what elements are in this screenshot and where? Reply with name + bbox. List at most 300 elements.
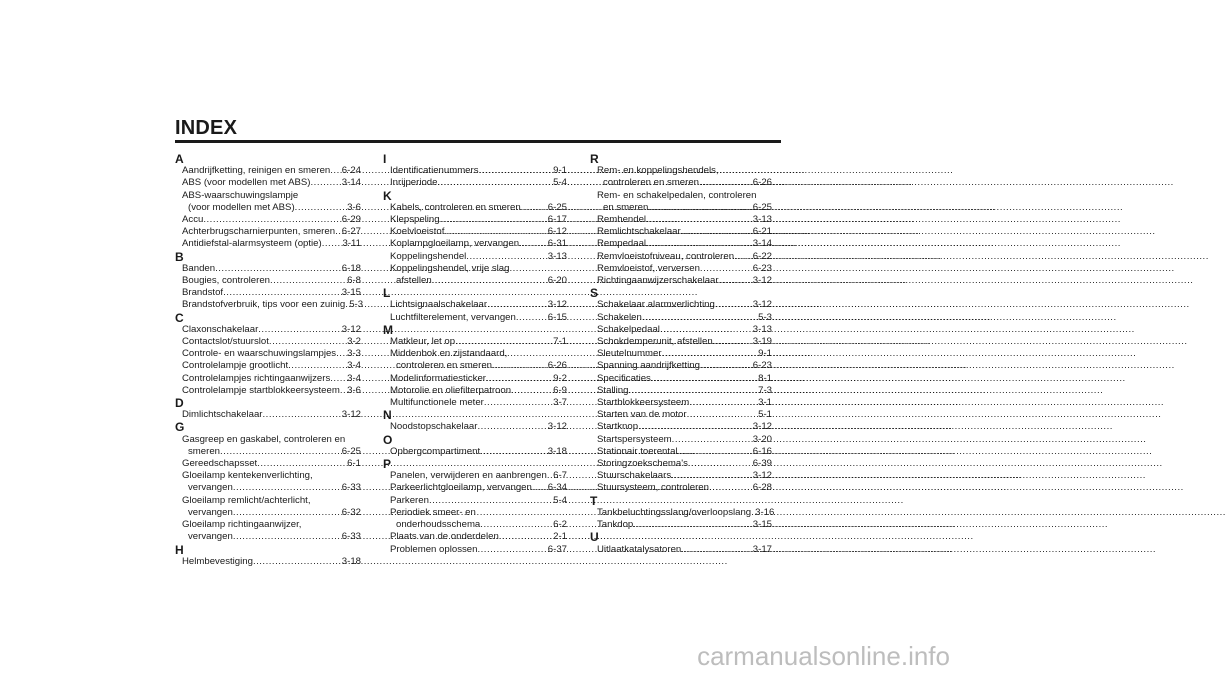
index-entry-row	[597, 263, 772, 275]
title-rule	[175, 140, 781, 143]
index-entry-page: 6-22	[752, 250, 772, 262]
dot-leader	[270, 275, 347, 287]
index-entry-row	[597, 482, 772, 494]
index-entry	[175, 348, 361, 360]
index-entry-row	[182, 324, 361, 336]
index-entry-row	[182, 238, 361, 250]
index-entry	[590, 263, 772, 275]
dot-leader	[713, 336, 753, 348]
dot-leader	[335, 226, 342, 238]
index-entry	[383, 495, 567, 507]
index-column-2	[383, 153, 567, 556]
dot-leader	[633, 519, 753, 531]
index-column-1	[175, 152, 364, 568]
index-entry	[383, 482, 567, 494]
index-entry-row	[597, 373, 772, 385]
index-entry-row	[597, 251, 772, 263]
index-entry-label: Remvloeistof, verversen	[597, 262, 700, 274]
index-entry-page: 3-18	[547, 445, 567, 457]
index-entry-label: Koppelingshendel	[390, 250, 467, 262]
index-entry-page: 6-9	[553, 384, 567, 396]
dot-leader	[687, 409, 759, 421]
index-entry-row	[597, 312, 772, 324]
index-entry	[590, 385, 772, 397]
index-entry-label: Klepspeling	[390, 214, 440, 226]
index-entry	[175, 519, 361, 543]
dot-leader	[516, 312, 548, 324]
index-entry-page: 3-2	[347, 336, 361, 348]
index-entry	[175, 373, 361, 385]
index-entry-label: Panelen, verwijderen en aanbrengen	[390, 470, 547, 482]
index-letter-heading: O	[383, 432, 393, 447]
index-entry-label: (voor modellen met ABS)	[188, 201, 295, 213]
index-entry	[590, 446, 772, 458]
index-entry	[590, 397, 772, 409]
dot-leader	[628, 385, 758, 397]
index-entry-label: Schakelaar alarmverlichting	[597, 299, 715, 311]
index-letter-heading: C	[175, 310, 184, 325]
index-entry	[590, 226, 772, 238]
index-entry-label: Tankbeluchtingsslang/overloopslang	[597, 506, 752, 518]
index-entry-page: 5-3	[349, 299, 364, 311]
index-entry-label: Noodstopschakelaar	[390, 421, 478, 433]
index-entry-page: 6-12	[547, 226, 567, 238]
index-entry-row	[597, 177, 772, 189]
index-entry	[175, 177, 361, 189]
dot-leader	[233, 507, 342, 519]
index-entry-page: 5-1	[758, 409, 772, 421]
index-entry-row	[390, 421, 567, 433]
index-entry-page: 6-21	[752, 226, 772, 238]
index-entry-page: 3-15	[752, 519, 772, 531]
index-entry-label: Koplampgloeilamp, vervangen	[390, 238, 520, 250]
index-entry-row	[182, 507, 361, 519]
index-entry-page: 6-24	[341, 165, 361, 177]
dot-leader	[699, 177, 753, 189]
index-entry-row	[182, 275, 361, 287]
index-entry-row	[597, 202, 772, 214]
index-entry-label: vervangen	[188, 506, 233, 518]
index-entry-label: Accu	[182, 214, 204, 226]
index-entry	[383, 299, 567, 311]
index-entry-row	[390, 177, 567, 189]
dot-leader	[269, 336, 347, 348]
index-entry	[175, 190, 361, 214]
index-entry-page: 5-4	[553, 494, 567, 506]
index-entry	[383, 470, 567, 482]
index-entry	[590, 544, 772, 556]
dot-leader	[511, 385, 553, 397]
index-letter-heading: K	[383, 188, 392, 203]
index-entry-row	[182, 226, 361, 238]
index-entry	[175, 165, 361, 177]
index-entry	[383, 507, 567, 531]
index-entry-row	[597, 470, 772, 482]
index-entry-label: Helmbevestiging	[182, 555, 253, 567]
dot-leader	[477, 544, 547, 556]
index-entry-row	[390, 360, 567, 372]
dot-leader	[223, 287, 342, 299]
index-entry-page: 3-4	[347, 372, 361, 384]
index-entry	[383, 531, 567, 543]
index-entry-row	[597, 348, 772, 360]
dot-leader	[322, 238, 343, 250]
index-entry-row	[182, 299, 364, 311]
index-entry-label: ABS (voor modellen met ABS)	[182, 177, 311, 189]
index-entry	[383, 238, 567, 250]
dot-leader	[336, 348, 347, 360]
index-entry-row	[597, 275, 772, 287]
index-entry	[590, 348, 772, 360]
dot-leader	[678, 446, 753, 458]
dot-leader	[480, 446, 548, 458]
index-entry-page: 6-15	[547, 311, 567, 323]
index-entry	[590, 470, 772, 482]
dot-leader	[681, 544, 753, 556]
dot-leader	[521, 202, 548, 214]
dot-leader	[487, 299, 548, 311]
dot-leader	[479, 165, 554, 177]
index-entry-page: 6-25	[752, 201, 772, 213]
index-entry-row	[182, 263, 361, 275]
dot-leader	[672, 434, 753, 446]
index-entry-label: Parkeerlichtgloeilamp, vervangen	[390, 482, 532, 494]
index-entry-page: 3-12	[752, 470, 772, 482]
index-entry-page: 6-28	[752, 482, 772, 494]
index-entry-page: 3-3	[347, 348, 361, 360]
index-entry-row	[182, 214, 361, 226]
dot-leader	[651, 373, 758, 385]
index-entry	[590, 299, 772, 311]
index-entry-page: 3-16	[755, 506, 775, 518]
index-entry-line: Rem- en schakelpedalen, controleren	[597, 189, 757, 201]
index-entry-row	[182, 458, 361, 470]
index-entry-row	[390, 544, 567, 556]
index-entry-page: 2-1	[553, 531, 567, 543]
index-entry-page: 5-3	[758, 311, 772, 323]
index-letter-heading: U	[590, 530, 599, 545]
index-entry	[590, 482, 772, 494]
index-entry-label: Controle- en waarschuwingslampjes	[182, 348, 337, 360]
index-entry-page: 6-33	[341, 531, 361, 543]
index-entry-label: Controlelampje startblokkeersysteem	[182, 384, 340, 396]
index-entry	[590, 409, 772, 421]
index-entry	[175, 238, 361, 250]
index-entry-label: Kabels, controleren en smeren	[390, 201, 521, 213]
index-entry-page: 6-27	[341, 226, 361, 238]
index-entry-page: 3-17	[752, 543, 772, 555]
dot-leader	[233, 482, 342, 494]
index-entry	[175, 336, 361, 348]
dot-leader	[499, 531, 553, 543]
dot-leader	[455, 336, 553, 348]
dot-leader	[519, 238, 548, 250]
index-entry-row	[390, 226, 567, 238]
dot-leader	[429, 495, 553, 507]
dot-leader	[330, 373, 347, 385]
index-entry-row	[597, 324, 772, 336]
index-entry-label: Problemen oplossen	[390, 543, 478, 555]
index-letter-heading: G	[175, 420, 185, 435]
index-entry-label: Uitlaatkatalysatoren	[597, 543, 682, 555]
index-entry-row	[390, 214, 567, 226]
watermark-text: carmanualsonline.info	[697, 641, 950, 671]
index-entry-label: Brandstof	[182, 287, 224, 299]
index-entry	[590, 251, 772, 263]
index-entry-row	[597, 238, 772, 250]
dot-leader	[532, 482, 548, 494]
index-entry-label: Plaats van de onderdelen	[390, 531, 499, 543]
index-entry-row	[390, 165, 567, 177]
dot-leader	[440, 214, 548, 226]
index-letter-heading: B	[175, 249, 184, 264]
index-entry-page: 6-26	[752, 177, 772, 189]
dot-leader	[642, 312, 758, 324]
index-entry	[175, 214, 361, 226]
dot-leader	[263, 409, 342, 421]
index-entry	[175, 287, 361, 299]
dot-leader	[215, 263, 342, 275]
index-entry-page: 3-7	[553, 397, 567, 409]
index-entry	[590, 336, 772, 348]
index-entry-row	[390, 251, 567, 263]
index-entry-page: 3-14	[341, 177, 361, 189]
index-entry-page: 9-1	[553, 165, 567, 177]
index-entry-row	[390, 299, 567, 311]
index-entry-page: 6-23	[752, 360, 772, 372]
index-entry-row	[390, 519, 567, 531]
index-entry-row	[390, 482, 567, 494]
index-entry-label: Achterbrugscharnierpunten, smeren	[182, 226, 336, 238]
index-entry-line: Koppelingshendel, vrije slag	[390, 262, 510, 274]
index-entry-row	[597, 434, 772, 446]
index-entry-page: 6-34	[547, 482, 567, 494]
index-entry-label: Multifunctionele meter	[390, 397, 484, 409]
index-entry-page: 6-32	[341, 506, 361, 518]
index-entry	[383, 397, 567, 409]
index-entry-row	[390, 470, 567, 482]
index-entry-label: Aandrijfketting, reinigen en smeren	[182, 165, 331, 177]
index-entry	[175, 360, 361, 372]
index-entry-label: Gereedschapsset	[182, 458, 258, 470]
dot-leader	[700, 360, 753, 372]
dot-leader	[484, 397, 553, 409]
dot-leader	[477, 421, 547, 433]
dot-leader	[233, 531, 342, 543]
index-entry-line: Gloeilamp kentekenverlichting,	[182, 470, 313, 482]
index-entry-line: Periodiek smeer- en	[390, 506, 476, 518]
index-entry	[590, 434, 772, 446]
index-entry-row	[390, 373, 567, 385]
dot-leader	[700, 263, 753, 275]
index-entry-page: 5-4	[553, 177, 567, 189]
index-letter-heading: D	[175, 396, 184, 411]
index-entry-row	[597, 409, 772, 421]
index-entry-page: 3-6	[347, 201, 361, 213]
index-entry-page: 6-23	[752, 262, 772, 274]
index-entry-row	[597, 299, 772, 311]
index-entry-label: Inrijperiode	[390, 177, 438, 189]
index-entry-label: controleren en smeren	[396, 360, 492, 372]
index-entry-line: Gloeilamp richtingaanwijzer,	[182, 519, 302, 531]
dot-leader	[203, 214, 341, 226]
index-entry-row	[182, 165, 361, 177]
index-entry-label: Banden	[182, 262, 216, 274]
index-entry	[175, 226, 361, 238]
index-entry-page: 6-31	[547, 238, 567, 250]
index-entry-page: 7-1	[553, 336, 567, 348]
index-entry-row	[182, 482, 361, 494]
index-entry	[590, 190, 772, 214]
index-entry-line: Middenbok en zijstandaard,	[390, 348, 508, 360]
index-entry-label: Controlelampje grootlicht	[182, 360, 289, 372]
index-entry	[590, 360, 772, 372]
index-entry-page: 6-7	[553, 470, 567, 482]
index-entry-row	[597, 214, 772, 226]
index-entry-row	[390, 275, 567, 287]
index-entry-page: 6-18	[341, 262, 361, 274]
dot-leader	[681, 226, 753, 238]
index-letter-heading: A	[175, 152, 184, 166]
index-entry-row	[597, 336, 772, 348]
dot-leader	[432, 275, 548, 287]
index-entry-label: Tankdop	[597, 519, 634, 531]
index-entry	[383, 226, 567, 238]
index-entry-label: Contactslot/stuurslot	[182, 336, 269, 348]
dot-leader	[709, 482, 753, 494]
index-entry-label: Richtingaanwijzerschakelaar	[597, 275, 719, 287]
index-entry-page: 3-18	[341, 555, 361, 567]
index-entry-label: Schakelpedaal	[597, 323, 660, 335]
index-letter-heading: I	[383, 152, 387, 166]
index-entry-row	[182, 348, 361, 360]
index-entry-row	[390, 397, 567, 409]
index-entry-page: 3-12	[752, 299, 772, 311]
index-entry	[383, 544, 567, 556]
index-entry-page: 3-19	[752, 336, 772, 348]
index-entry-row	[390, 531, 567, 543]
index-entry-row	[390, 238, 567, 250]
index-entry-label: controleren en smeren	[603, 177, 699, 189]
index-entry	[590, 506, 775, 519]
index-entry-row	[182, 373, 361, 385]
index-entry-row	[597, 397, 772, 409]
index-entry	[383, 421, 567, 433]
index-entry-page: 6-26	[547, 360, 567, 372]
index-entry	[175, 385, 361, 397]
index-entry	[383, 177, 567, 189]
index-entry	[175, 299, 364, 311]
index-entry-label: Specificaties	[597, 372, 651, 384]
index-entry-row	[182, 177, 361, 189]
index-entry-label: Spanning aandrijfketting	[597, 360, 700, 372]
index-entry-label: Stalling	[597, 384, 629, 396]
dot-leader	[258, 324, 342, 336]
dot-leader	[646, 214, 753, 226]
dot-leader	[719, 275, 753, 287]
index-entry-label: afstellen	[396, 275, 432, 287]
index-column-3	[590, 152, 775, 556]
index-entry-page: 3-13	[752, 323, 772, 335]
index-entry-row	[390, 336, 567, 348]
index-entry	[175, 470, 361, 494]
index-entry-page: 3-13	[752, 214, 772, 226]
index-entry-page: 6-37	[547, 543, 567, 555]
index-entry-row	[182, 531, 361, 543]
index-entry-line: Gasgreep en gaskabel, controleren en	[182, 433, 346, 445]
index-entry-row	[182, 202, 361, 214]
dot-leader	[734, 251, 753, 263]
index-letter-heading: M	[383, 322, 393, 337]
index-entry-row	[182, 287, 361, 299]
index-letter-heading: R	[590, 152, 599, 166]
index-entry	[590, 238, 772, 250]
index-letter-heading: H	[175, 542, 184, 557]
index-entry-label: Startknop	[597, 421, 639, 433]
index-entry-row	[182, 385, 361, 397]
index-entry	[383, 214, 567, 226]
index-entry-label: Lichtsignaalschakelaar	[390, 299, 488, 311]
index-entry-row	[597, 519, 772, 531]
index-entry-page: 3-12	[341, 409, 361, 421]
index-letter-heading: L	[383, 286, 391, 301]
index-entry	[175, 263, 361, 275]
index-entry-label: Koelvloeistof	[390, 226, 445, 238]
page-title: INDEX	[175, 117, 238, 139]
index-entry-page: 6-1	[347, 458, 361, 470]
index-entry	[590, 214, 772, 226]
dot-leader	[444, 226, 547, 238]
index-entry-label: vervangen	[188, 531, 233, 543]
index-entry	[383, 202, 567, 214]
index-entry-line: ABS-waarschuwingslampje	[182, 189, 299, 201]
index-entry-label: en smeren	[603, 201, 649, 213]
index-entry-label: Opbergcompartiment	[390, 445, 481, 457]
index-entry-page: 3-14	[752, 238, 772, 250]
index-entry-page: 3-20	[752, 433, 772, 445]
index-entry-label: Remvloeistofniveau, controleren	[597, 250, 735, 262]
index-entry-row	[597, 226, 772, 238]
index-entry-label: Matkleur, let op	[390, 336, 456, 348]
index-entry-page: 8-1	[758, 372, 772, 384]
dot-leader	[311, 177, 342, 189]
index-entry	[383, 251, 567, 263]
index-entry-page: 3-4	[347, 360, 361, 372]
dot-leader	[288, 360, 347, 372]
index-entry	[590, 421, 772, 433]
index-entry-row	[182, 556, 361, 568]
index-entry	[175, 495, 361, 519]
dot-leader	[662, 348, 759, 360]
index-entry-page: 9-1	[758, 348, 772, 360]
index-entry-label: Modelinformatiesticker	[390, 372, 486, 384]
index-entry	[590, 373, 772, 385]
dot-leader	[480, 519, 553, 531]
index-letter-heading: N	[383, 408, 392, 423]
index-entry	[383, 312, 567, 324]
dot-leader	[689, 397, 758, 409]
index-entry	[383, 373, 567, 385]
index-entry-label: Remlichtschakelaar	[597, 226, 681, 238]
index-entry-label: Startspersysteem	[597, 433, 672, 445]
dot-leader	[253, 556, 342, 568]
index-entry	[590, 165, 772, 189]
index-entry-label: Schakelen	[597, 311, 642, 323]
dot-leader	[688, 458, 753, 470]
index-entry-label: Antidiefstal-alarmsysteem (optie)	[182, 238, 322, 250]
index-entry	[383, 446, 567, 458]
index-entry-page: 6-16	[752, 445, 772, 457]
